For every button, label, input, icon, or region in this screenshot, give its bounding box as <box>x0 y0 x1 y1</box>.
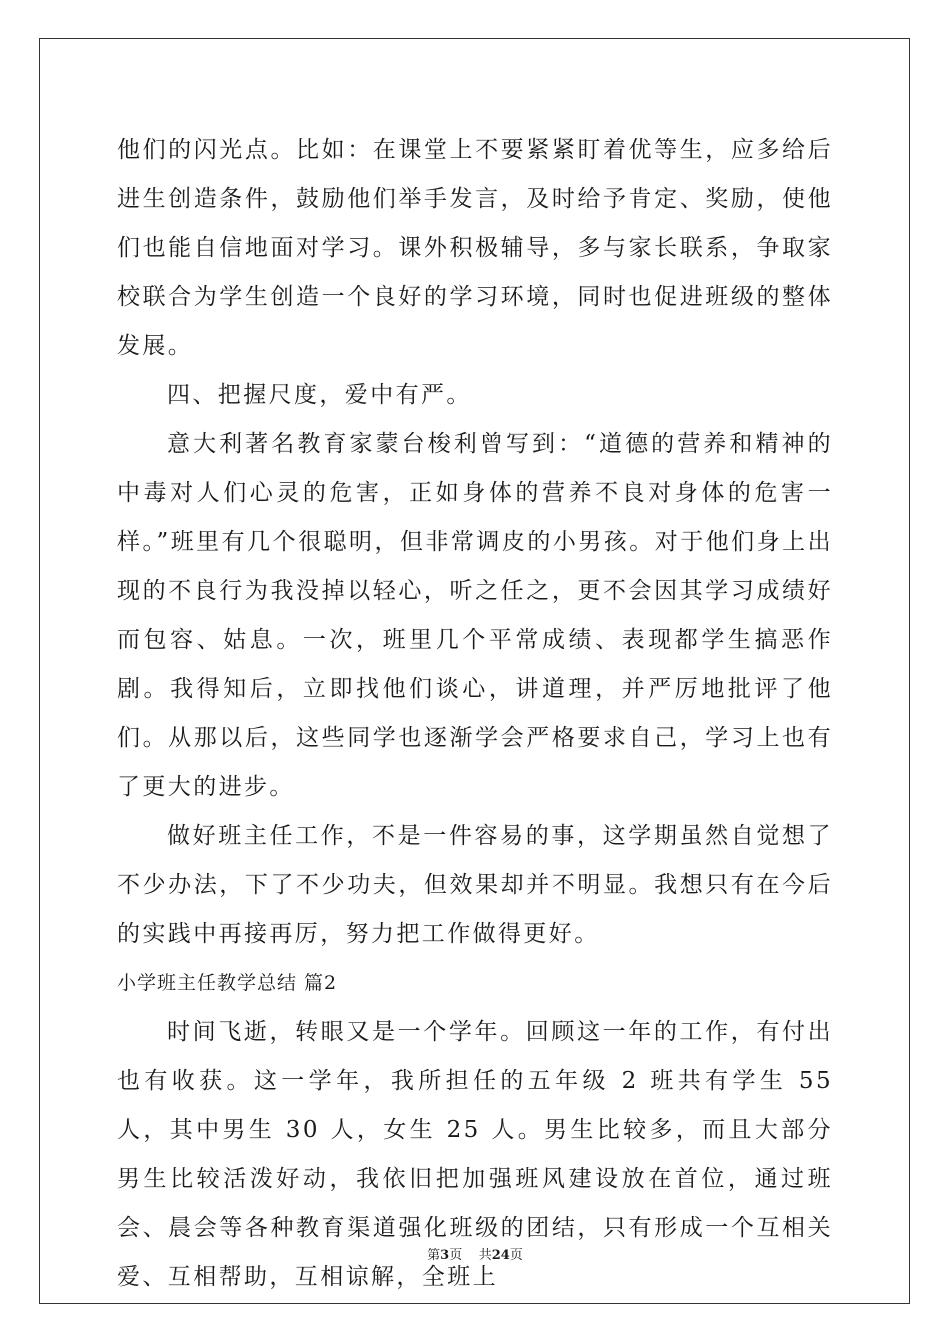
footer-prefix: 第 <box>427 1248 441 1263</box>
paragraph-continuation: 他们的闪光点。比如：在课堂上不要紧紧盯着优等生，应多给后进生创造条件，鼓励他们举手发言，及时给予肯定、奖励，使他们也能自信地面对学习。课外积极辅导，多与家长联系，争取家校联合为学生创造一个良好的学习环境，同时也促进班级的整体发展。 <box>117 137 833 359</box>
current-page-number: 3 <box>440 1248 450 1263</box>
section-heading-four: 四、把握尺度，爱中有严。 <box>167 382 472 408</box>
footer-middle: 页 共 <box>449 1248 492 1263</box>
paragraph-intro-part-2: 时间飞逝，转眼又是一个学年。回顾这一年的工作，有付出也有收获。这一学年，我所担任的五年级 2 班共有学生 55 人，其中男生 30 人，女生 25 人。男生比较多，而且大部分男生比较活泼好动，我依旧把加强班风建设放在首位，通过班会、晨会等各种教育渠道强化班级的团结，只有形成一个互相关爱、互相帮助，互相谅解，全班上 <box>117 1019 833 1290</box>
paragraph-montessori-quote: 意大利著名教育家蒙台梭利曾写到：“道德的营养和精神的中毒对人们心灵的危害，正如身体的营养不良对身体的危害一样。”班里有几个很聪明，但非常调皮的小男孩。对于他们身上出现的不良行为我没掉以轻心，听之任之，更不会因其学习成绩好而包容、姑息。一次，班里几个平常成绩、表现都学生搞恶作剧。我得知后，立即找他们谈心，讲道理，并严厉地批评了他们。从那以后，这些同学也逐渐学会严格要求自己，学习上也有了更大的进步。 <box>117 431 833 800</box>
article-title-part-2: 小学班主任教学总结 篇2 <box>117 972 338 994</box>
paragraph-conclusion: 做好班主任工作，不是一件容易的事，这学期虽然自觉想了不少办法，下了不少功夫，但效果却并不明显。我想只有在今后的实践中再接再厉，努力把工作做得更好。 <box>117 823 833 947</box>
page-footer <box>0 1247 950 1265</box>
total-pages-number: 24 <box>491 1248 510 1263</box>
document-body <box>117 126 833 1302</box>
footer-suffix: 页 <box>509 1248 523 1263</box>
